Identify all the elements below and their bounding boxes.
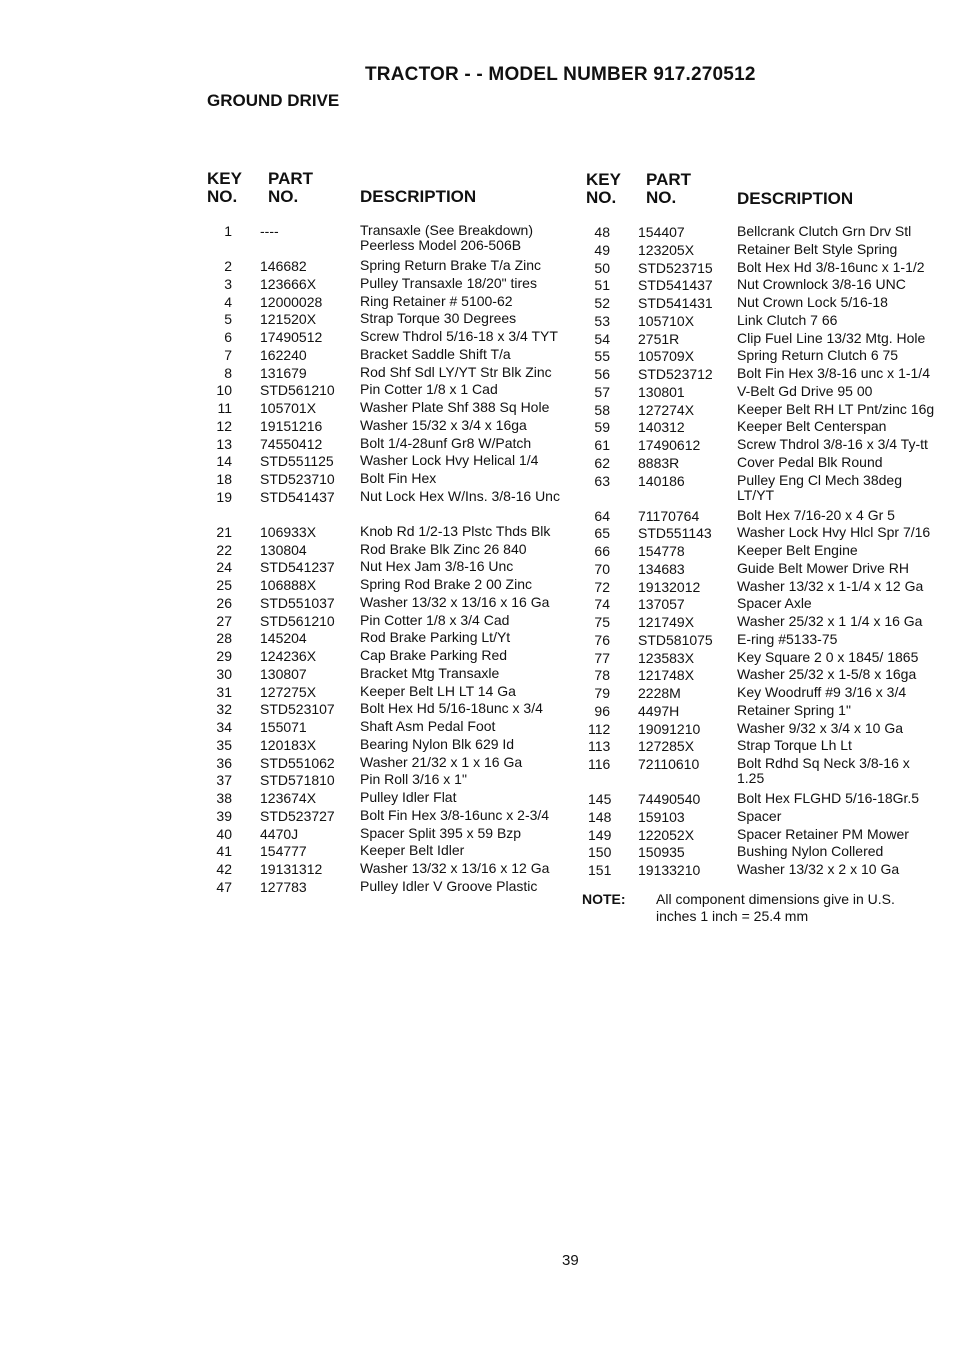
part-number: 19133210 xyxy=(638,862,701,878)
part-number: STD561210 xyxy=(260,612,335,629)
part-number: 123666X xyxy=(260,275,317,292)
part-description: Bolt Rdhd Sq Neck 3/8-16 x 1.25 xyxy=(737,755,910,786)
part-description: Rod Shf Sdl LY/YT Str Blk Zinc xyxy=(360,363,552,380)
part-number: 17490512 xyxy=(260,329,323,345)
key-number: 50 xyxy=(594,259,610,276)
part-description: Key Square 2 0 x 1845/ 1865 xyxy=(737,648,919,665)
part-number: 106933X xyxy=(260,523,317,540)
left-part-header: PART NO. xyxy=(268,169,314,206)
key-number: 77 xyxy=(594,649,610,666)
part-number: STD541437 xyxy=(638,277,713,294)
key-number: 32 xyxy=(216,701,232,718)
part-description: Cover Pedal Blk Round xyxy=(737,453,883,470)
part-number: 134683 xyxy=(638,560,685,577)
key-number: 39 xyxy=(216,807,232,824)
key-number: 13 xyxy=(216,435,232,452)
key-number: 8 xyxy=(224,364,232,381)
part-description: Nut Lock Hex W/Ins. 3/8-16 Unc xyxy=(360,487,560,504)
right-part-header: PART NO. xyxy=(646,170,692,207)
key-number: 112 xyxy=(588,720,611,737)
part-description: Bolt Fin Hex 3/8-16 unc x 1-1/4 xyxy=(737,365,930,381)
key-number: 5 xyxy=(224,311,232,328)
part-description: Spring Return Clutch 6 75 xyxy=(737,347,899,364)
key-number: 21 xyxy=(216,523,232,540)
key-number: 79 xyxy=(594,685,610,701)
key-number: 59 xyxy=(594,419,610,436)
part-description: Bushing Nylon Collered xyxy=(737,843,884,860)
key-number: 31 xyxy=(216,683,232,700)
key-number: 24 xyxy=(216,559,232,576)
part-number: 105710X xyxy=(638,312,695,329)
part-number: 137057 xyxy=(638,596,685,613)
part-number: STD551062 xyxy=(260,754,335,771)
part-number: 154407 xyxy=(638,224,685,240)
part-number: 127783 xyxy=(260,878,307,895)
part-description: Pulley Transaxle 18/20" tires xyxy=(360,274,537,291)
part-description: Bracket Mtg Transaxle xyxy=(360,664,500,681)
part-description: Pin Roll 3/16 x 1" xyxy=(360,771,467,788)
part-number: STD523712 xyxy=(638,366,713,382)
part-description: Ring Retainer # 5100-62 xyxy=(360,292,513,309)
key-number: 29 xyxy=(216,648,232,664)
part-number: 127285X xyxy=(638,738,695,755)
part-description: Washer Lock Hvy Hlcl Spr 7/16 xyxy=(737,524,931,541)
section-title: GROUND DRIVE xyxy=(207,91,340,110)
part-description: Pulley Eng Cl Mech 38deg LT/YT xyxy=(737,471,902,503)
key-number: 65 xyxy=(594,525,610,542)
part-description: Retainer Spring 1" xyxy=(737,701,851,718)
note-label: NOTE: xyxy=(582,891,626,907)
part-number: 2751R xyxy=(638,330,680,347)
right-description-header: DESCRIPTION xyxy=(737,189,854,208)
key-number: 58 xyxy=(594,401,610,418)
part-number: STD523727 xyxy=(260,807,335,824)
key-number: 4 xyxy=(224,293,232,310)
part-description: Rod Brake Blk Zinc 26 840 xyxy=(360,540,527,557)
part-number: 120183X xyxy=(260,736,317,753)
part-number: 146682 xyxy=(260,258,307,274)
part-number: 155071 xyxy=(260,719,307,735)
part-number: STD551037 xyxy=(260,594,335,611)
part-description: Bolt Hex Hd 3/8-16unc x 1-1/2 xyxy=(737,258,925,275)
key-number: 11 xyxy=(217,400,232,416)
part-description: Spacer Retainer PM Mower xyxy=(737,825,909,842)
part-description: Clip Fuel Line 13/32 Mtg. Hole xyxy=(737,329,926,346)
part-number: 105701X xyxy=(260,400,317,416)
key-number: 61 xyxy=(594,437,610,453)
part-description: V-Belt Gd Drive 95 00 xyxy=(737,382,873,399)
part-number: 74550412 xyxy=(260,435,323,452)
key-number: 96 xyxy=(594,702,610,719)
part-number: 19151216 xyxy=(260,417,323,434)
part-description: Washer 13/32 x 13/16 x 16 Ga xyxy=(360,593,550,610)
part-number: 121749X xyxy=(638,614,695,630)
part-number: 145204 xyxy=(260,630,307,647)
part-description: Nut Hex Jam 3/8-16 Unc xyxy=(360,558,514,575)
key-number: 19 xyxy=(216,488,232,505)
part-description: Cap Brake Parking Red xyxy=(360,647,508,663)
part-description: Spacer Axle xyxy=(737,595,812,612)
part-number: 2228M xyxy=(638,685,681,701)
part-description: Guide Belt Mower Drive RH xyxy=(737,559,909,576)
part-description: Bearing Nylon Blk 629 Id xyxy=(360,735,515,752)
part-number: STD541437 xyxy=(260,488,335,505)
part-description: Keeper Belt RH LT Pnt/zinc 16g xyxy=(737,400,935,417)
key-number: 75 xyxy=(594,614,610,630)
part-number: 106888X xyxy=(260,577,317,593)
key-number: 14 xyxy=(216,453,232,470)
key-number: 38 xyxy=(216,790,232,806)
part-description: Washer 9/32 x 3/4 x 10 Ga xyxy=(737,719,904,736)
part-number: STD523710 xyxy=(260,471,335,487)
part-number: 127274X xyxy=(638,401,695,418)
key-number: 113 xyxy=(588,738,611,755)
part-description: Link Clutch 7 66 xyxy=(737,311,838,328)
key-number: 57 xyxy=(594,383,610,400)
part-number: STD523715 xyxy=(638,259,713,276)
key-number: 3 xyxy=(224,275,232,292)
key-number: 37 xyxy=(216,772,232,789)
part-description: Spring Rod Brake 2 00 Zinc xyxy=(360,576,532,592)
part-description: Washer 13/32 x 2 x 10 Ga xyxy=(737,861,900,877)
part-number: 123674X xyxy=(260,790,317,806)
part-description: Shaft Asm Pedal Foot xyxy=(360,718,496,734)
part-number: 131679 xyxy=(260,364,307,381)
part-description: Washer 13/32 x 13/16 x 12 Ga xyxy=(360,860,550,876)
key-number: 36 xyxy=(216,754,232,771)
key-number: 28 xyxy=(216,630,232,647)
part-description: Retainer Belt Style Spring xyxy=(737,240,898,257)
key-number: 40 xyxy=(216,825,232,842)
part-number: 19131312 xyxy=(260,861,323,877)
key-number: 26 xyxy=(216,594,232,611)
part-number: 19091210 xyxy=(638,720,701,737)
part-description: Pulley Idler V Groove Plastic xyxy=(360,877,538,894)
left-key-header: KEY NO. xyxy=(207,169,242,206)
key-number: 116 xyxy=(588,756,611,772)
key-number: 6 xyxy=(224,329,232,345)
part-number: 71170764 xyxy=(638,507,700,524)
part-number: 162240 xyxy=(260,346,307,363)
page-title: TRACTOR - - MODEL NUMBER 917.270512 xyxy=(365,64,756,85)
part-number: 12000028 xyxy=(260,293,323,310)
part-number: 130807 xyxy=(260,665,307,682)
key-number: 51 xyxy=(594,277,610,294)
key-number: 63 xyxy=(594,472,610,489)
part-number: ---- xyxy=(260,223,279,239)
part-description: Spring Return Brake T/a Zinc xyxy=(360,257,542,273)
part-number: 130804 xyxy=(260,541,307,558)
part-number: 123205X xyxy=(638,241,695,258)
part-number: 127275X xyxy=(260,683,317,700)
part-description: Strap Torque Lh Lt xyxy=(737,737,852,754)
part-description: Spacer Split 395 x 59 Bzp xyxy=(360,824,522,841)
part-description: Keeper Belt LH LT 14 Ga xyxy=(360,682,516,699)
part-number: 105709X xyxy=(638,348,695,365)
part-description: Knob Rd 1/2-13 Plstc Thds Blk xyxy=(360,522,551,539)
part-number: 121520X xyxy=(260,311,317,328)
part-description: Bellcrank Clutch Grn Drv Stl xyxy=(737,223,912,239)
key-number: 78 xyxy=(594,667,610,684)
part-number: 150935 xyxy=(638,844,685,861)
part-description: Bolt Hex 7/16-20 x 4 Gr 5 xyxy=(737,506,895,523)
key-number: 10 xyxy=(216,382,232,399)
part-description: Washer 15/32 x 3/4 x 16ga xyxy=(360,416,527,433)
key-number: 150 xyxy=(588,844,612,861)
key-number: 149 xyxy=(588,826,612,843)
key-number: 47 xyxy=(216,878,232,895)
part-description: Bolt Fin Hex 3/8-16unc x 2-3/4 xyxy=(360,806,550,823)
part-description: Strap Torque 30 Degrees xyxy=(360,310,517,327)
key-number: 64 xyxy=(594,507,610,524)
part-description: Keeper Belt Idler xyxy=(360,842,465,859)
key-number: 74 xyxy=(594,596,610,613)
key-number: 18 xyxy=(216,471,232,487)
key-number: 52 xyxy=(594,295,610,311)
part-number: 122052X xyxy=(638,826,695,843)
part-description: Bolt Hex FLGHD 5/16-18Gr.5 xyxy=(737,790,920,806)
part-number: STD541431 xyxy=(638,295,713,311)
part-description: Washer 25/32 x 1-5/8 x 16ga xyxy=(737,666,917,683)
key-number: 42 xyxy=(216,861,232,877)
key-number: 48 xyxy=(594,224,610,240)
part-description: Keeper Belt Engine xyxy=(737,542,858,558)
part-number: 19132012 xyxy=(638,578,701,595)
part-description: Pulley Idler Flat xyxy=(360,789,457,805)
part-description: Washer Plate Shf 388 Sq Hole xyxy=(360,399,550,415)
key-number: 12 xyxy=(216,417,232,434)
note-text: All component dimensions give in U.S. inches 1 inch = 25.4 mm xyxy=(656,891,895,924)
part-description: Washer 25/32 x 1 1/4 x 16 Ga xyxy=(737,613,923,629)
key-number: 55 xyxy=(594,348,610,365)
key-number: 70 xyxy=(594,560,610,577)
part-description: Bolt Fin Hex xyxy=(360,470,437,486)
part-description: Bolt Hex Hd 5/16-18unc x 3/4 xyxy=(360,700,543,717)
key-number: 72 xyxy=(594,578,610,595)
part-description: Rod Brake Parking Lt/Yt xyxy=(360,629,511,646)
part-number: 17490612 xyxy=(638,437,701,453)
part-number: 74490540 xyxy=(638,791,701,807)
part-description: Nut Crownlock 3/8-16 UNC xyxy=(737,276,906,293)
part-description: Screw Thdrol 3/8-16 x 3/4 Ty-tt xyxy=(737,436,928,452)
key-number: 148 xyxy=(588,808,612,825)
page-number: 39 xyxy=(562,1252,579,1269)
part-number: 124236X xyxy=(260,648,317,664)
part-number: STD551125 xyxy=(260,453,334,470)
part-description: Spacer xyxy=(737,807,782,824)
part-description: Keeper Belt Centerspan xyxy=(737,418,887,435)
part-number: STD571810 xyxy=(260,772,335,789)
part-number: 154778 xyxy=(638,543,685,559)
part-description: Screw Thdrol 5/16-18 x 3/4 TYT xyxy=(360,328,558,344)
left-description-header: DESCRIPTION xyxy=(360,187,477,206)
key-number: 145 xyxy=(588,791,612,807)
part-description: Pin Cotter 1/8 x 3/4 Cad xyxy=(360,611,510,628)
key-number: 2 xyxy=(224,258,232,274)
part-number: 159103 xyxy=(638,808,685,825)
key-number: 151 xyxy=(588,862,612,878)
key-number: 49 xyxy=(594,241,610,258)
part-number: 123583X xyxy=(638,649,695,666)
part-description: E-ring #5133-75 xyxy=(737,630,838,647)
part-description: Bolt 1/4-28unf Gr8 W/Patch xyxy=(360,434,532,451)
part-description: Washer 13/32 x 1-1/4 x 12 Ga xyxy=(737,577,924,594)
part-number: 140312 xyxy=(638,419,685,436)
key-number: 1 xyxy=(224,223,232,239)
key-number: 53 xyxy=(594,312,610,329)
part-description: Key Woodruff #9 3/16 x 3/4 xyxy=(737,684,907,700)
key-number: 27 xyxy=(216,612,232,629)
key-number: 30 xyxy=(216,665,232,682)
part-number: STD561210 xyxy=(260,382,335,399)
part-number: STD541237 xyxy=(260,559,335,576)
part-number: 72110610 xyxy=(638,756,700,772)
key-number: 25 xyxy=(216,577,232,593)
part-number: 130801 xyxy=(638,383,685,400)
part-description: Bracket Saddle Shift T/a xyxy=(360,345,511,362)
part-number: 4497H xyxy=(638,702,680,719)
part-number: 8883R xyxy=(638,454,680,471)
key-number: 66 xyxy=(594,543,610,559)
key-number: 35 xyxy=(216,736,232,753)
key-number: 22 xyxy=(216,541,232,558)
part-number: 154777 xyxy=(260,843,307,860)
part-number: 121748X xyxy=(638,667,695,684)
part-description: Washer 21/32 x 1 x 16 Ga xyxy=(360,753,523,770)
key-number: 41 xyxy=(216,843,232,860)
key-number: 56 xyxy=(594,366,610,382)
key-number: 54 xyxy=(594,330,610,347)
right-key-header: KEY NO. xyxy=(586,170,621,207)
key-number: 7 xyxy=(224,346,232,363)
key-number: 76 xyxy=(594,631,610,648)
key-number: 62 xyxy=(594,454,610,471)
part-number: 140186 xyxy=(638,472,685,489)
part-description: Nut Crown Lock 5/16-18 xyxy=(737,294,888,310)
part-number: STD551143 xyxy=(638,525,712,542)
part-number: 4470J xyxy=(260,825,299,842)
part-description: Pin Cotter 1/8 x 1 Cad xyxy=(360,381,498,398)
part-number: STD581075 xyxy=(638,631,713,648)
part-description: Washer Lock Hvy Helical 1/4 xyxy=(360,452,539,469)
part-description: Transaxle (See Breakdown) Peerless Model 206-506B xyxy=(360,222,534,253)
part-number: STD523107 xyxy=(260,701,335,718)
key-number: 34 xyxy=(216,719,232,735)
